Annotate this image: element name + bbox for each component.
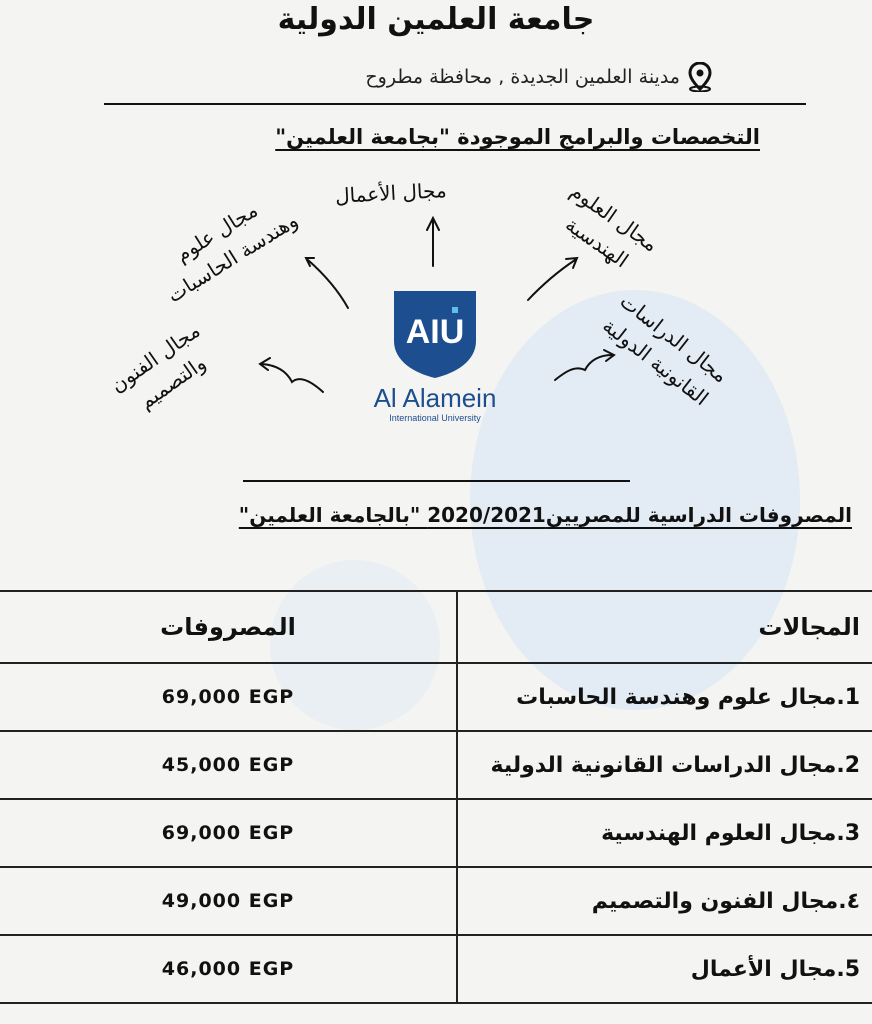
- university-logo: [360, 285, 510, 435]
- field-cell: ٤.مجال الفنون والتصميم: [457, 867, 872, 935]
- column-header-fee: المصروفات: [0, 591, 457, 663]
- map-pin-icon: [688, 62, 712, 92]
- branch-legal: مجال الدراسات القانونية الدولية: [598, 288, 733, 411]
- table-header-row: [0, 591, 872, 663]
- fee-cell: 69,000 EGP: [0, 799, 457, 867]
- fee-cell: 46,000 EGP: [0, 935, 457, 1003]
- header-divider: [104, 103, 806, 105]
- table-row: [0, 935, 872, 1003]
- branch-computing: مجال علوم وهندسة الحاسبات: [162, 197, 302, 308]
- logo-name: Al Alamein: [373, 383, 497, 413]
- logo-mark: AIU: [405, 313, 465, 351]
- field-cell: 2.مجال الدراسات القانونية الدولية: [457, 731, 872, 799]
- arrow-arts: [260, 358, 323, 392]
- arrow-computing: [306, 258, 348, 308]
- location-text: مدينة العلمين الجديدة , محافظة مطروح: [365, 66, 680, 88]
- arrow-legal: [555, 350, 614, 380]
- fees-table: [0, 590, 872, 1004]
- fee-cell: 49,000 EGP: [0, 867, 457, 935]
- page-title: جامعة العلمين الدولية: [277, 2, 595, 37]
- table-row: [0, 867, 872, 935]
- arrow-business: [427, 218, 439, 266]
- fee-cell: 69,000 EGP: [0, 663, 457, 731]
- column-header-field: المجالات: [457, 591, 872, 663]
- fees-heading: المصروفات الدراسية للمصريين2020/2021 "بالجامعة العلمين": [238, 503, 852, 527]
- table-row: [0, 731, 872, 799]
- table-row: [0, 799, 872, 867]
- table-row: [0, 663, 872, 731]
- branch-engineering: مجال العلوم الهندسية: [561, 178, 663, 273]
- branch-business: مجال الأعمال: [334, 178, 448, 208]
- branch-arts: مجال الفنون والتصميم: [105, 318, 211, 414]
- fee-cell: 45,000 EGP: [0, 731, 457, 799]
- programs-heading: التخصصات والبرامج الموجودة "بجامعة العلمين": [275, 125, 760, 149]
- field-cell: 3.مجال العلوم الهندسية: [457, 799, 872, 867]
- section-divider: [243, 480, 630, 482]
- field-cell: 1.مجال علوم وهندسة الحاسبات: [457, 663, 872, 731]
- location-line: [365, 62, 712, 92]
- field-cell: 5.مجال الأعمال: [457, 935, 872, 1003]
- logo-shield-icon: [390, 285, 480, 380]
- logo-subtitle: International University: [389, 413, 481, 423]
- arrow-engineering: [528, 258, 577, 300]
